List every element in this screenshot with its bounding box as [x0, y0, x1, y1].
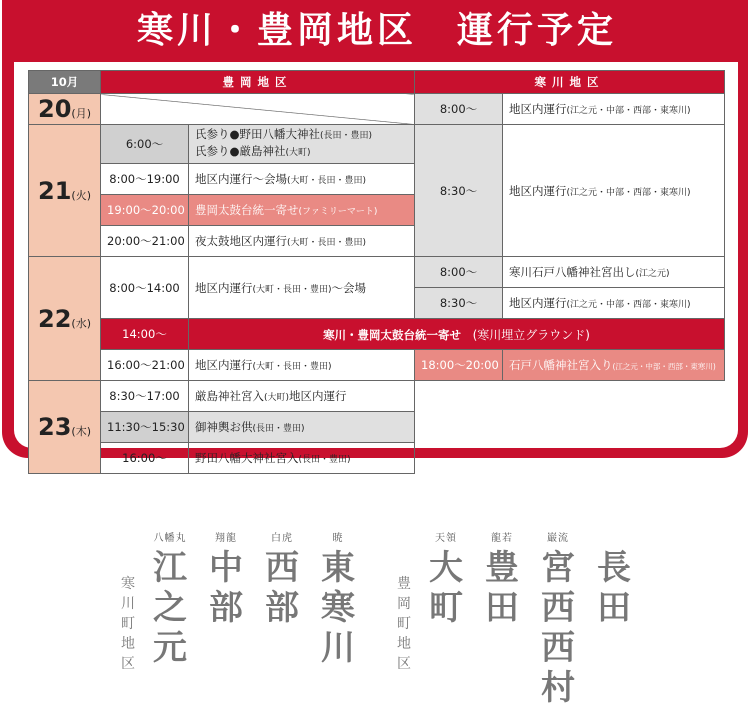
event-text: 豊岡太鼓台統一寄せ [195, 203, 299, 217]
time-cell: 8:00〜14:00 [101, 257, 189, 319]
event-text: 厳島神社宮入 [195, 389, 264, 403]
team-char: 町 [429, 588, 463, 628]
time-cell: 8:30〜17:00 [101, 381, 189, 412]
team-char: 部 [265, 588, 299, 628]
time-cell: 6:00〜 [101, 125, 189, 164]
event-cell [503, 350, 725, 381]
event-note: (江之元・中部・西部・東寒川) [566, 106, 691, 116]
team-caption: 暁 [332, 533, 344, 544]
label-char: 地 [121, 636, 135, 652]
event-note: (大町) [264, 393, 290, 403]
team-char: 田 [597, 588, 631, 628]
event-cell [189, 381, 415, 412]
team-char: 大 [429, 548, 463, 588]
table-row [29, 350, 725, 381]
time-cell: 18:00〜20:00 [415, 350, 503, 381]
team-char: 豊 [485, 548, 519, 588]
page-title: 寒川・豊岡地区 運行予定 [136, 10, 617, 51]
day-number: 20 [38, 95, 72, 123]
event-text: 地区内運行 [289, 389, 347, 403]
team-caption [590, 530, 638, 548]
time-cell: 19:00〜20:00 [101, 195, 189, 226]
event-note: (長田・豊田) [298, 455, 351, 465]
event-note: (江之元・中部・西部・東寒川) [612, 362, 716, 371]
event-cell [503, 257, 725, 288]
team-column-seibu [258, 530, 306, 628]
event-cell [189, 319, 725, 350]
event-cell [503, 94, 725, 125]
event-cell [189, 257, 415, 319]
event-cell [189, 350, 415, 381]
event-note: (大町) [285, 148, 311, 158]
event-note: (長田・豊田) [252, 424, 305, 434]
event-note: (長田・豊田) [320, 131, 373, 141]
team-char: 西 [265, 548, 299, 588]
team-list [0, 530, 750, 728]
label-char: 地 [397, 636, 411, 652]
label-char: 豊 [397, 576, 411, 592]
label-char: 区 [121, 656, 135, 672]
team-char: 部 [209, 588, 243, 628]
time-cell: 20:00〜21:00 [101, 226, 189, 257]
label-char: 寒 [121, 576, 135, 592]
event-note: (ファミリーマート) [298, 207, 378, 217]
time-cell: 8:30〜 [415, 125, 503, 257]
day-number: 23 [38, 413, 72, 441]
event-cell [503, 125, 725, 257]
team-char: 之 [153, 588, 187, 628]
team-char: 村 [541, 668, 575, 708]
team-column-omachi [422, 530, 470, 628]
empty-cell [415, 381, 725, 474]
team-caption: 白虎 [271, 533, 293, 544]
label-char: 町 [121, 616, 135, 632]
team-column-enoshimoto [146, 530, 194, 668]
event-cell [189, 125, 415, 164]
day-22 [29, 257, 101, 381]
team-column-higashisamukawa [314, 530, 362, 668]
day-23 [29, 381, 101, 474]
table-row [29, 257, 725, 288]
team-char: 西 [541, 628, 575, 668]
team-caption: 龍若 [491, 533, 513, 544]
label-char: 区 [397, 656, 411, 672]
header-row [29, 71, 725, 94]
day-number: 21 [38, 176, 72, 205]
event-note: (江之元・中部・西部・東寒川) [566, 300, 691, 310]
team-caption: 翔龍 [215, 533, 237, 544]
time-cell: 16:00〜 [101, 443, 189, 474]
time-cell: 16:00〜21:00 [101, 350, 189, 381]
event-text: 野田八幡大神社宮入 [195, 451, 299, 465]
day-weekday: (月) [71, 107, 91, 120]
label-char: 岡 [397, 596, 411, 612]
event-text: 地区内運行〜会場 [195, 172, 287, 186]
samukawa-district-label [120, 574, 136, 674]
event-note: (江之元・中部・西部・東寒川) [566, 187, 691, 198]
team-char: 川 [321, 628, 355, 668]
event-cell [189, 164, 415, 195]
team-char: 東 [321, 548, 355, 588]
schedule-table [28, 70, 725, 474]
samukawa-header: 寒川地区 [415, 71, 725, 94]
day-weekday: (火) [71, 188, 91, 202]
event-cell [189, 443, 415, 474]
team-char: 田 [485, 588, 519, 628]
time-cell: 8:00〜19:00 [101, 164, 189, 195]
label-char: 川 [121, 596, 135, 612]
table-row [29, 125, 725, 164]
team-caption: 天領 [435, 533, 457, 544]
time-cell: 8:30〜 [415, 288, 503, 319]
team-column-miyanishi-nishimura [534, 530, 582, 708]
team-column-toyota [478, 530, 526, 628]
month-header: 10月 [29, 71, 101, 94]
event-text: 寒川・豊岡太鼓台統一寄せ [323, 327, 462, 342]
time-cell: 8:00〜 [415, 94, 503, 125]
event-note: (寒川埋立グラウンド) [472, 327, 590, 342]
event-cell [189, 195, 415, 226]
event-text: 氏参り●厳島神社 [195, 144, 286, 158]
event-text: 石戸八幡神社宮入り [509, 358, 613, 372]
time-cell: 8:00〜 [415, 257, 503, 288]
team-column-chubu [202, 530, 250, 628]
table-row [29, 381, 725, 412]
event-text: 寒川石戸八幡神社宮出し [509, 265, 636, 279]
day-weekday: (木) [71, 425, 91, 438]
event-note: (江之元) [635, 269, 670, 279]
event-text: 地区内運行 [509, 102, 567, 116]
schedule-frame [2, 0, 748, 465]
toyooka-district-label [396, 574, 412, 674]
event-text: 地区内運行 [195, 358, 253, 372]
event-text: 地区内運行 [509, 296, 567, 310]
team-char: 寒 [321, 588, 355, 628]
label-char: 町 [397, 616, 411, 632]
team-caption: 巌流 [547, 533, 569, 544]
table-row [29, 94, 725, 125]
team-char: 長 [597, 548, 631, 588]
event-text: 夜太鼓地区内運行 [195, 234, 287, 248]
event-note: (大町・長田・豊田) [287, 238, 367, 248]
team-char: 中 [209, 548, 243, 588]
event-text: 地区内運行 [195, 280, 253, 295]
day-20 [29, 94, 101, 125]
event-text: 〜会場 [331, 280, 367, 295]
team-char: 江 [153, 548, 187, 588]
event-text: 地区内運行 [509, 183, 567, 198]
team-char: 宮 [541, 548, 575, 588]
team-char: 元 [153, 628, 187, 668]
schedule-panel [14, 62, 738, 465]
empty-diagonal-cell [101, 94, 415, 125]
day-number: 22 [38, 304, 72, 333]
time-cell: 11:30〜15:30 [101, 412, 189, 443]
event-text: 氏参り●野田八幡大神社 [195, 127, 321, 141]
event-note: (大町・長田・豊田) [252, 284, 332, 295]
toyooka-header: 豊岡地区 [101, 71, 415, 94]
event-text: 御神輿お供 [195, 420, 253, 434]
day-weekday: (水) [71, 316, 91, 330]
team-caption: 八幡丸 [153, 533, 187, 544]
time-cell: 14:00〜 [101, 319, 189, 350]
team-char: 西 [541, 588, 575, 628]
table-row [29, 319, 725, 350]
event-note: (大町・長田・豊田) [252, 362, 332, 372]
team-column-osada [590, 530, 638, 628]
day-21 [29, 125, 101, 257]
event-cell [189, 226, 415, 257]
event-cell [503, 288, 725, 319]
event-cell [189, 412, 415, 443]
event-note: (大町・長田・豊田) [287, 176, 367, 186]
